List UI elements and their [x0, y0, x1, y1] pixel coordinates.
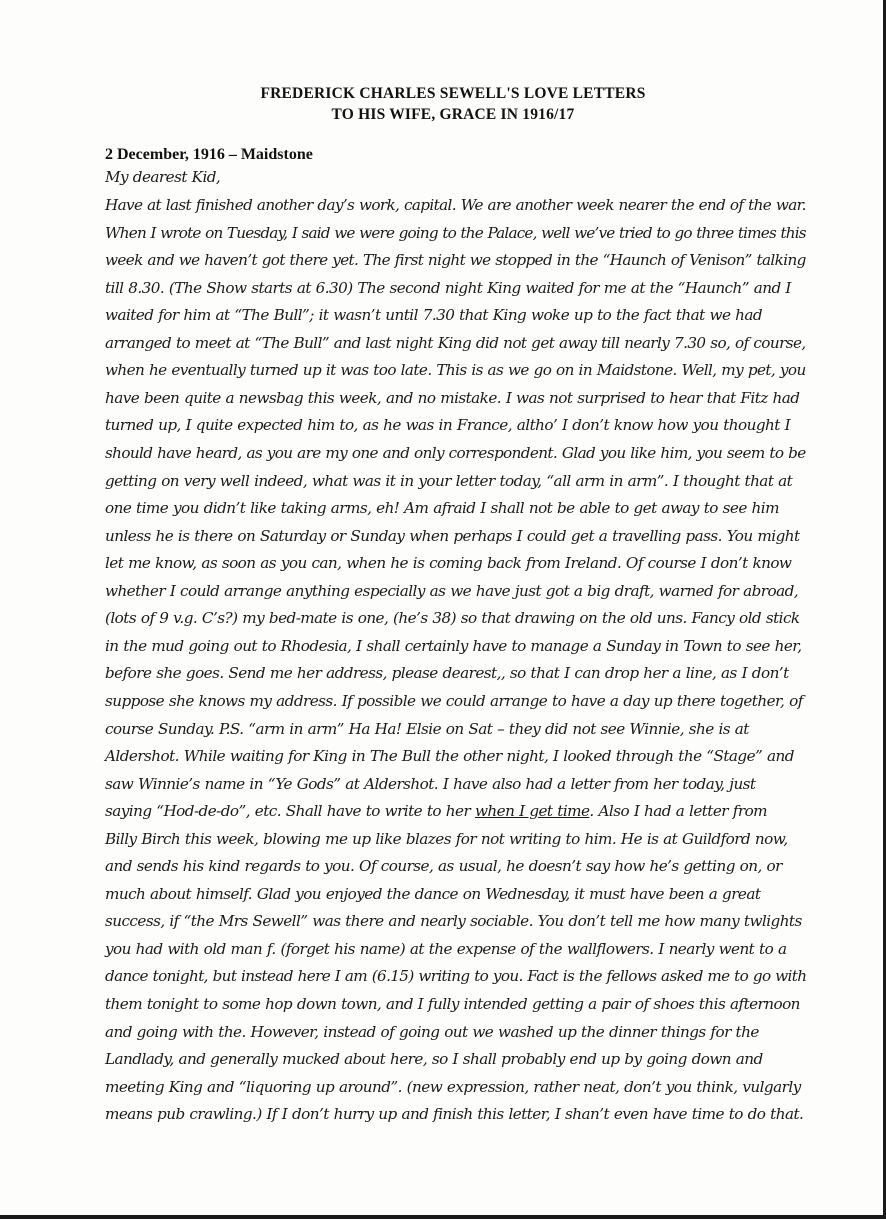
letter-line: arranged to meet at “The Bull” and last night King did not get away till nearly 7.30 so, of course,	[105, 333, 806, 352]
letter-line: whether I could arrange anything especially as we have just got a big draft, warned for abroad,	[105, 581, 799, 600]
letter-line	[105, 802, 767, 820]
letter-line: unless he is there on Saturday or Sunday when perhaps I could get a travelling pass. You might	[105, 526, 800, 545]
letter-line: much about himself. Glad you enjoyed the dance on Wednesday, it must have been a great	[105, 884, 761, 903]
letter-line: Have at last finished another day’s work, capital. We are another week nearer the end of the war.	[105, 196, 806, 214]
letter-line: means pub crawling.) If I don’t hurry up and finish this letter, I shan’t even have time to do that.	[105, 1105, 804, 1124]
letter-line: in the mud going out to Rhodesia, I shall certainly have to manage a Sunday in Town to see her,	[105, 636, 802, 655]
letter-line: waited for him at “The Bull”; it wasn’t until 7.30 that King woke up to the fact that we had	[105, 306, 763, 325]
letter-line: turned up, I quite expected him to, as he was in France, altho’ I don’t know how you thought I	[105, 416, 791, 435]
letter-line: have been quite a newsbag this week, and no mistake. I was not surprised to hear that Fitz had	[105, 388, 800, 407]
letter-line: (lots of 9 v.g. C’s?) my bed-mate is one, (he’s 38) so that drawing on the old uns. Fancy old stick	[105, 609, 800, 628]
letter-line: before she goes. Send me her address, please dearest,, so that I can drop her a line, as I don’t	[105, 664, 789, 683]
letter-line: When I wrote on Tuesday, I said we were going to the Palace, well we’ve tried to go three times this	[105, 223, 806, 242]
letter-line: meeting King and “liquoring up around”. (new expression, rather neat, don’t you think, vulgarly	[105, 1077, 801, 1096]
scan-edge-bottom	[0, 1215, 886, 1219]
letter-line: Landlady, and generally mucked about here, so I shall probably end up by going down and	[105, 1050, 763, 1069]
letter-line: Billy Birch this week, blowing me up like blazes for not writing to him. He is at Guildford now,	[105, 829, 788, 848]
letter-line: success, if “the Mrs Sewell” was there and nearly sociable. You don’t tell me how many twlights	[105, 912, 802, 931]
letter-line: and sends his kind regards to you. Of course, as usual, he doesn’t say how he’s getting on, or	[105, 857, 782, 876]
letter-salutation: My dearest Kid,	[105, 168, 221, 186]
letter-line: getting on very well indeed, what was it in your letter today, “all arm in arm”. I thought that at	[105, 471, 793, 490]
letter-date-heading: 2 December, 1916 – Maidstone	[105, 146, 313, 163]
letter-line: them tonight to some hop down town, and I fully intended getting a pair of shoes this afternoon	[105, 995, 800, 1013]
letter-line-text: . Also I had a letter from	[589, 802, 768, 821]
letter-line: Aldershot. While waiting for King in The Bull the other night, I looked through the “Stage” and	[105, 747, 794, 765]
letter-line-text: saying “Hod-de-do”, etc. Shall have to write to her	[105, 802, 475, 821]
letter-line: and going with the. However, instead of going out we washed up the dinner things for the	[105, 1022, 759, 1041]
letter-line: should have heard, as you are my one and only correspondent. Glad you like him, you seem to be	[105, 444, 806, 462]
letter-line: saw Winnie’s name in “Ye Gods” at Aldershot. I have also had a letter from her today, just	[105, 774, 756, 793]
document-title-line-2: TO HIS WIFE, GRACE IN 1916/17	[331, 106, 575, 123]
letter-line: dance tonight, but instead here I am (6.15) writing to you. Fact is the fellows asked me to go with	[105, 967, 807, 986]
letter-line: till 8.30. (The Show starts at 6.30) The second night King waited for me at the “Haunch” and I	[105, 278, 791, 297]
letter-line: let me know, as soon as you can, when he is coming back from Ireland. Of course I don’t know	[105, 554, 792, 573]
letter-line: one time you didn’t like taking arms, eh! Am afraid I shall not be able to get away to see him	[105, 499, 779, 518]
letter-line: when he eventually turned up it was too late. This is as we go on in Maidstone. Well, my pet, you	[105, 361, 806, 380]
letter-line: suppose she knows my address. If possible we could arrange to have a day up there together, of	[105, 691, 803, 710]
document-title-line-1: FREDERICK CHARLES SEWELL'S LOVE LETTERS	[260, 85, 646, 102]
letter-line: you had with old man f. (forget his name) at the expense of the wallflowers. I nearly went to a	[105, 939, 787, 958]
underlined-phrase: when I get time	[474, 802, 590, 821]
letter-line: week and we haven’t got there yet. The first night we stopped in the “Haunch of Venison” talking	[105, 251, 806, 270]
letter-line: course Sunday. P.S. “arm in arm” Ha Ha! Elsie on Sat – they did not see Winnie, she is at	[105, 719, 749, 738]
